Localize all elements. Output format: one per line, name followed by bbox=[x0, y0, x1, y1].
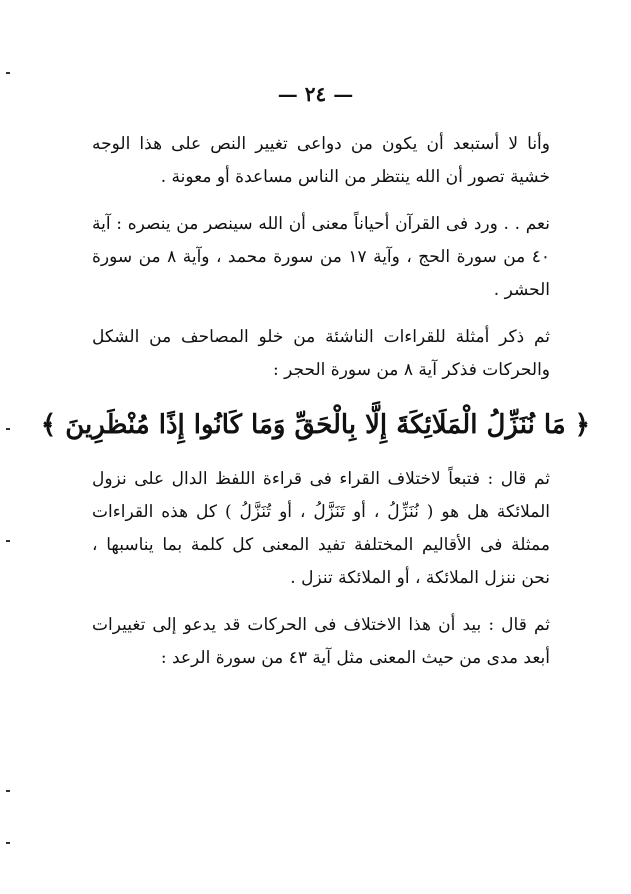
paragraph-2: نعم . . ورد فى القرآن أحياناً معنى أن الله سينصر من ينصره : آية ٤٠ من سورة الحج ، وآية ١٧ من سورة محمد ، وآية ٨ من سورة الحشر . bbox=[92, 214, 550, 300]
paragraph-1: وأنا لا أستبعد أن يكون من دواعى تغيير النص على هذا الوجه خشية تصور أن الله ينتظر من الناس مساعدة أو معونة . bbox=[92, 134, 550, 187]
paragraph-5: ثم قال : بيد أن هذا الاختلاف فى الحركات قد يدعو إلى تغييرات أبعد مدى من حيث المعنى مثل آية ٤٣ من سورة الرعد : bbox=[92, 615, 550, 668]
scan-mark bbox=[6, 428, 10, 430]
quran-verse bbox=[40, 405, 590, 445]
paragraph-3: ثم ذكر أمثلة للقراءات الناشئة من خلو المصاحف من الشكل والحركات فذكر آية ٨ من سورة الحجر : bbox=[92, 327, 550, 380]
page-number: — ٢٤ — bbox=[277, 82, 354, 106]
verse-open-bracket: ﴿ bbox=[574, 410, 590, 440]
paragraph-4: ثم قال : فتبعاً لاختلاف القراء فى قراءة اللفظ الدال على نزول الملائكة هل هو ( نُنَزِّلُ ، أو تَنَزَّلُ ، أو تُنَزَّلُ ) كل هذه القراءات ممثلة فى الأقاليم المختلفة تفيد المعنى كل كلمة بما يناسبها ، نحن ننزل الملائكة ، أو الملائكة تنزل . bbox=[92, 469, 550, 588]
verse-text: مَا نُنَزِّلُ الْمَلَائِكَةَ إِلَّا بِالْحَقِّ وَمَا كَانُوا إِذًا مُنْظَرِينَ bbox=[65, 410, 566, 440]
body-text bbox=[40, 128, 590, 689]
verse-close-bracket: ﴾ bbox=[40, 410, 57, 440]
scan-mark bbox=[6, 72, 10, 74]
scan-mark bbox=[6, 540, 10, 542]
scan-mark bbox=[6, 790, 10, 792]
scan-mark bbox=[6, 842, 10, 844]
